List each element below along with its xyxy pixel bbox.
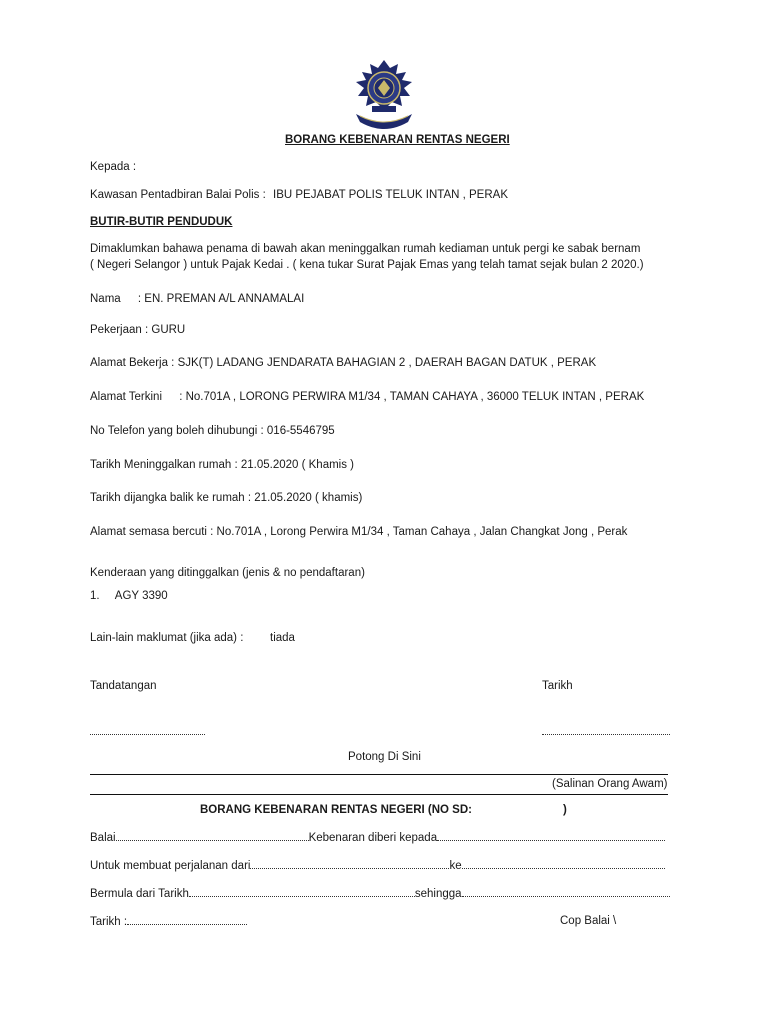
- kawasan-label: Kawasan Pentadbiran Balai Polis :: [90, 189, 266, 201]
- section-heading: BUTIR-BUTIR PENDUDUK: [90, 216, 233, 228]
- tarikh-tinggal-row: Tarikh Meninggalkan rumah : 21.05.2020 ( Khamis ): [90, 459, 355, 471]
- kebenaran-label: Kebenaran diberi kepada: [308, 832, 438, 844]
- kebenaran-field[interactable]: [437, 830, 665, 841]
- slip-perjalanan-row: [90, 858, 665, 873]
- alamat-terkini-value: : No.701A , LORONG PERWIRA M1/34 , TAMAN CAHAYA , 36000 TELUK INTAN , PERAK: [179, 391, 645, 403]
- kawasan-value: IBU PEJABAT POLIS TELUK INTAN , PERAK: [273, 189, 508, 201]
- tarikh-balik-row: Tarikh dijangka balik ke rumah : 21.05.2020 ( khamis): [90, 492, 363, 504]
- tarikh-label: Tarikh: [542, 680, 573, 692]
- alamat-terkini-label: Alamat Terkini: [90, 391, 163, 403]
- kenderaan-number: 1.: [90, 590, 100, 602]
- tandatangan-label: Tandatangan: [90, 680, 157, 692]
- perjalanan-to-field[interactable]: [462, 858, 665, 869]
- alamat-cuti-row: Alamat semasa bercuti : No.701A , Lorong Perwira M1/34 , Taman Cahaya , Jalan Changkat Jong , Perak: [90, 526, 628, 538]
- ke-label: ke: [449, 860, 462, 872]
- nama-value: : EN. PREMAN A/L ANNAMALAI: [137, 293, 305, 305]
- tarikh-slip-field[interactable]: [127, 914, 247, 925]
- bermula-label: Bermula dari Tarikh: [90, 888, 189, 900]
- cut-line: [90, 774, 668, 775]
- signature-line: [90, 724, 205, 739]
- tarikh-slip-label: Tarikh :: [90, 916, 128, 928]
- perjalanan-label: Untuk membuat perjalanan dari: [90, 860, 251, 872]
- telefon-row: No Telefon yang boleh dihubungi : 016-5546795: [90, 425, 335, 437]
- alamat-terkini-row: [90, 390, 644, 404]
- police-crest-icon: [350, 58, 418, 132]
- intro-line-2: ( Negeri Selangor ) untuk Pajak Kedai . ( kena tukar Surat Pajak Emas yang telah tamat sejak bulan 2 2020.): [90, 259, 644, 271]
- kenderaan-label: Kenderaan yang ditinggalkan (jenis & no pendaftaran): [90, 567, 365, 579]
- kenderaan-row: [90, 589, 168, 603]
- slip-close: ): [563, 804, 567, 816]
- date-line: [542, 724, 670, 739]
- balai-field[interactable]: [116, 830, 309, 841]
- sehingga-field[interactable]: [462, 886, 670, 897]
- balai-label: Balai: [90, 832, 116, 844]
- kenderaan-value: AGY 3390: [114, 590, 168, 602]
- slip-divider: [90, 794, 668, 795]
- pekerjaan-row: Pekerjaan : GURU: [90, 324, 186, 336]
- lain-value: tiada: [270, 632, 295, 644]
- perjalanan-from-field[interactable]: [250, 858, 449, 869]
- form-title: BORANG KEBENARAN RENTAS NEGERI: [285, 134, 510, 146]
- kepada-label: Kepada :: [90, 161, 137, 173]
- slip-bermula-row: [90, 886, 670, 901]
- nama-row: [90, 292, 304, 306]
- nama-label: Nama: [90, 293, 121, 305]
- potong-label: Potong Di Sini: [348, 751, 421, 763]
- salinan-label: (Salinan Orang Awam): [552, 778, 668, 790]
- bermula-field[interactable]: [189, 886, 415, 897]
- alamat-bekerja-row: Alamat Bekerja : SJK(T) LADANG JENDARATA BAHAGIAN 2 , DAERAH BAGAN DATUK , PERAK: [90, 357, 597, 369]
- sehingga-label: sehingga: [414, 888, 462, 900]
- slip-title: BORANG KEBENARAN RENTAS NEGERI (NO SD:: [200, 804, 472, 816]
- slip-balai-row: [90, 830, 665, 845]
- slip-tarikh-row: [90, 914, 247, 929]
- lain-label: Lain-lain maklumat (jika ada) :: [90, 632, 244, 644]
- intro-line-1: Dimaklumkan bahawa penama di bawah akan meninggalkan rumah kediaman untuk pergi ke sabak bernam: [90, 243, 641, 255]
- kawasan-row: [90, 188, 508, 202]
- cop-balai-label: Cop Balai \: [560, 915, 617, 927]
